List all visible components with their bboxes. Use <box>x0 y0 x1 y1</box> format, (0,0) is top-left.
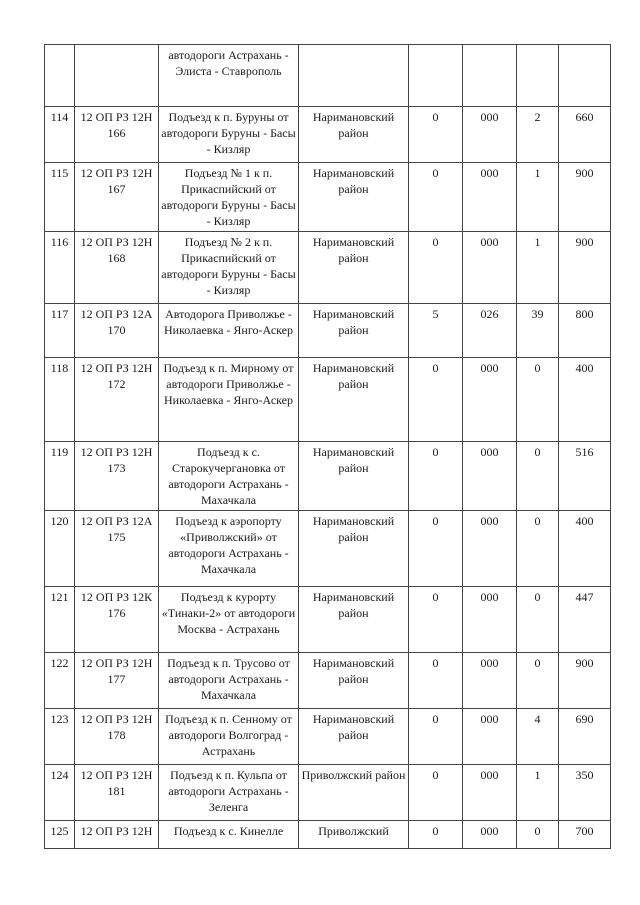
cell-value-3: 1 <box>517 765 559 821</box>
cell-district: Приволжский <box>299 821 409 849</box>
table-row <box>45 304 611 358</box>
cell-number: 114 <box>45 107 75 163</box>
cell-value-3: 0 <box>517 442 559 511</box>
cell-district: Наримановский район <box>299 304 409 358</box>
table-row <box>45 765 611 821</box>
cell-value-2: 000 <box>463 163 517 232</box>
cell-value-4: 900 <box>559 232 611 304</box>
cell-road-name: Подъезд № 1 к п. Прикаспийский от автодороги Буруны - Басы - Кизляр <box>159 163 299 232</box>
cell-value-1: 0 <box>409 442 463 511</box>
cell-value-1: 0 <box>409 511 463 587</box>
cell-number: 120 <box>45 511 75 587</box>
roads-table <box>44 44 611 849</box>
cell-number: 123 <box>45 709 75 765</box>
cell-value-2: 000 <box>463 358 517 442</box>
cell-value-4: 400 <box>559 358 611 442</box>
cell-number: 119 <box>45 442 75 511</box>
table-row <box>45 358 611 442</box>
cell-district: Наримановский район <box>299 163 409 232</box>
cell-district: Наримановский район <box>299 511 409 587</box>
cell-value-3: 39 <box>517 304 559 358</box>
table-row <box>45 232 611 304</box>
cell-value-1: 0 <box>409 653 463 709</box>
cell-value-3: 4 <box>517 709 559 765</box>
cell-value-2: 000 <box>463 587 517 653</box>
table-row <box>45 442 611 511</box>
cell-value-1: 0 <box>409 358 463 442</box>
cell-district: Наримановский район <box>299 653 409 709</box>
cell-district: Наримановский район <box>299 442 409 511</box>
cell-district: Наримановский район <box>299 709 409 765</box>
cell-value-3 <box>517 45 559 107</box>
cell-road-name: Подъезд к курорту «Тинаки-2» от автодороги Москва - Астрахань <box>159 587 299 653</box>
table-row-continuation <box>45 45 611 107</box>
cell-road-name: Подъезд к аэропорту «Приволжский» от автодороги Астрахань - Махачкала <box>159 511 299 587</box>
cell-value-3: 0 <box>517 653 559 709</box>
cell-district: Наримановский район <box>299 232 409 304</box>
cell-value-4: 350 <box>559 765 611 821</box>
cell-road-name: Подъезд к п. Мирному от автодороги Приволжье - Николаевка - Янго-Аскер <box>159 358 299 442</box>
cell-value-1: 0 <box>409 765 463 821</box>
cell-value-1 <box>409 45 463 107</box>
cell-district <box>299 45 409 107</box>
cell-number: 121 <box>45 587 75 653</box>
cell-value-2: 000 <box>463 821 517 849</box>
cell-value-4 <box>559 45 611 107</box>
cell-number: 117 <box>45 304 75 358</box>
cell-value-4: 900 <box>559 163 611 232</box>
cell-road-name: Подъезд к п. Буруны от автодороги Буруны - Басы - Кизляр <box>159 107 299 163</box>
cell-value-2: 026 <box>463 304 517 358</box>
cell-road-name: Подъезд № 2 к п. Прикаспийский от автодороги Буруны - Басы - Кизляр <box>159 232 299 304</box>
cell-code: 12 ОП РЗ 12Н 166 <box>75 107 159 163</box>
cell-value-4: 900 <box>559 653 611 709</box>
cell-value-4: 516 <box>559 442 611 511</box>
cell-value-3: 0 <box>517 821 559 849</box>
cell-value-2: 000 <box>463 442 517 511</box>
cell-value-3: 1 <box>517 232 559 304</box>
cell-road-name: Автодорога Приволжье - Николаевка - Янго-Аскер <box>159 304 299 358</box>
table-row <box>45 163 611 232</box>
cell-number: 125 <box>45 821 75 849</box>
cell-code: 12 ОП РЗ 12Н 168 <box>75 232 159 304</box>
cell-number: 122 <box>45 653 75 709</box>
cell-district: Приволжский район <box>299 765 409 821</box>
cell-value-3: 0 <box>517 358 559 442</box>
cell-code: 12 ОП РЗ 12К 176 <box>75 587 159 653</box>
cell-value-2 <box>463 45 517 107</box>
cell-value-4: 660 <box>559 107 611 163</box>
cell-value-2: 000 <box>463 232 517 304</box>
cell-number <box>45 45 75 107</box>
cell-value-1: 0 <box>409 232 463 304</box>
cell-value-3: 1 <box>517 163 559 232</box>
cell-value-1: 0 <box>409 709 463 765</box>
cell-number: 115 <box>45 163 75 232</box>
cell-value-1: 0 <box>409 821 463 849</box>
cell-district: Наримановский район <box>299 107 409 163</box>
cell-road-name: автодороги Астрахань - Элиста - Ставрополь <box>159 45 299 107</box>
cell-code: 12 ОП РЗ 12А 175 <box>75 511 159 587</box>
cell-code: 12 ОП РЗ 12Н 173 <box>75 442 159 511</box>
table-row <box>45 709 611 765</box>
cell-code: 12 ОП РЗ 12Н 167 <box>75 163 159 232</box>
table-row <box>45 107 611 163</box>
cell-road-name: Подъезд к п. Трусово от автодороги Астрахань - Махачкала <box>159 653 299 709</box>
table-row <box>45 653 611 709</box>
cell-code: 12 ОП РЗ 12Н 178 <box>75 709 159 765</box>
cell-number: 116 <box>45 232 75 304</box>
cell-road-name: Подъезд к с. Кинелле <box>159 821 299 849</box>
cell-value-4: 447 <box>559 587 611 653</box>
cell-value-2: 000 <box>463 653 517 709</box>
cell-value-1: 0 <box>409 107 463 163</box>
cell-value-2: 000 <box>463 765 517 821</box>
cell-value-4: 700 <box>559 821 611 849</box>
cell-number: 118 <box>45 358 75 442</box>
cell-district: Наримановский район <box>299 358 409 442</box>
cell-code: 12 ОП РЗ 12Н 172 <box>75 358 159 442</box>
table-row <box>45 587 611 653</box>
cell-code: 12 ОП РЗ 12А 170 <box>75 304 159 358</box>
cell-value-1: 0 <box>409 587 463 653</box>
cell-code: 12 ОП РЗ 12Н 181 <box>75 765 159 821</box>
cell-value-4: 690 <box>559 709 611 765</box>
cell-value-2: 000 <box>463 709 517 765</box>
cell-value-3: 0 <box>517 587 559 653</box>
cell-value-4: 400 <box>559 511 611 587</box>
cell-value-4: 800 <box>559 304 611 358</box>
cell-value-3: 0 <box>517 511 559 587</box>
cell-code: 12 ОП РЗ 12Н 177 <box>75 653 159 709</box>
cell-value-3: 2 <box>517 107 559 163</box>
cell-value-1: 5 <box>409 304 463 358</box>
cell-road-name: Подъезд к п. Сенному от автодороги Волгоград - Астрахань <box>159 709 299 765</box>
roads-table-body <box>45 45 611 849</box>
cell-code <box>75 45 159 107</box>
cell-code: 12 ОП РЗ 12Н <box>75 821 159 849</box>
table-row <box>45 511 611 587</box>
cell-value-1: 0 <box>409 163 463 232</box>
cell-value-2: 000 <box>463 107 517 163</box>
cell-road-name: Подъезд к с. Старокучергановка от автодороги Астрахань - Махачкала <box>159 442 299 511</box>
cell-number: 124 <box>45 765 75 821</box>
table-row <box>45 821 611 849</box>
cell-road-name: Подъезд к п. Кульпа от автодороги Астрахань - Зеленга <box>159 765 299 821</box>
cell-value-2: 000 <box>463 511 517 587</box>
cell-district: Наримановский район <box>299 587 409 653</box>
